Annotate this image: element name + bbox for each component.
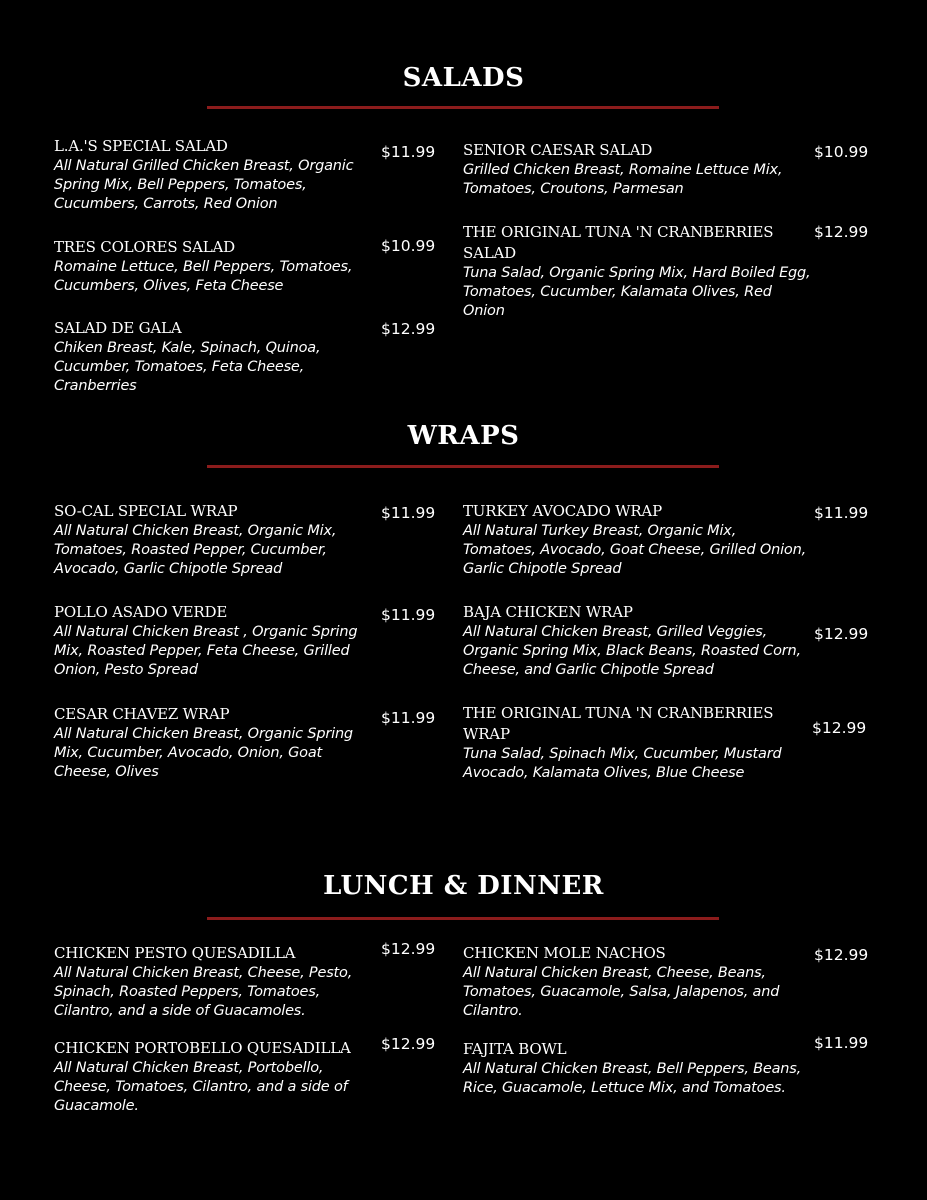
item-name: SO-CAL SPECIAL WRAP: [54, 502, 238, 520]
item-price: $12.99: [814, 946, 869, 964]
item-price: $11.99: [814, 1034, 869, 1052]
menu-item: [463, 140, 813, 199]
item-price: $12.99: [814, 625, 869, 643]
item-desc: All Natural Chicken Breast, Organic Mix, Tomatoes, Roasted Pepper, Cucumber, Avocado, Garlic Chipotle Spread: [54, 523, 337, 577]
lunch-dinner-divider: [207, 917, 719, 920]
item-price: $12.99: [812, 719, 867, 737]
item-name: THE ORIGINAL TUNA 'N CRANBERRIES WRAP: [463, 704, 774, 743]
item-price: $11.99: [381, 709, 436, 727]
item-name: POLLO ASADO VERDE: [54, 603, 228, 621]
menu-item: [54, 704, 374, 782]
item-desc: All Natural Chicken Breast, Grilled Veggies, Organic Spring Mix, Black Beans, Roasted Corn, Cheese, and Garlic Chipotle Spread: [463, 624, 801, 678]
item-desc: All Natural Chicken Breast, Cheese, Pesto, Spinach, Roasted Peppers, Tomatoes, Cilantro, and a side of Guacamoles.: [54, 965, 353, 1019]
item-price: $11.99: [381, 143, 436, 161]
item-name: CHICKEN PESTO QUESADILLA: [54, 944, 296, 962]
item-desc: Chiken Breast, Kale, Spinach, Quinoa, Cucumber, Tomatoes, Feta Cheese, Cranberries: [54, 340, 321, 394]
item-desc: All Natural Chicken Breast , Organic Spring Mix, Roasted Pepper, Feta Cheese, Grilled Onion, Pesto Spread: [54, 624, 358, 678]
item-desc: Tuna Salad, Spinach Mix, Cucumber, Mustard Avocado, Kalamata Olives, Blue Cheese: [463, 746, 782, 781]
item-name: SALAD DE GALA: [54, 319, 182, 337]
item-name: BAJA CHICKEN WRAP: [463, 603, 633, 621]
lunch-dinner-title: LUNCH & DINNER: [323, 871, 604, 901]
menu-item: [54, 943, 374, 1021]
item-name: L.A.'S SPECIAL SALAD: [54, 137, 228, 155]
menu-item: [463, 943, 813, 1021]
item-desc: Tuna Salad, Organic Spring Mix, Hard Boiled Egg, Tomatoes, Cucumber, Kalamata Olives, Red Onion: [463, 265, 811, 319]
menu-item: [54, 318, 374, 396]
item-name: CHICKEN MOLE NACHOS: [463, 944, 666, 962]
item-price: $11.99: [381, 504, 436, 522]
item-name: THE ORIGINAL TUNA 'N CRANBERRIES SALAD: [463, 223, 774, 262]
wraps-title: WRAPS: [407, 421, 520, 451]
item-name: TURKEY AVOCADO WRAP: [463, 502, 662, 520]
menu-item: [463, 1039, 813, 1098]
item-price: $12.99: [381, 940, 436, 958]
item-desc: All Natural Chicken Breast, Bell Peppers, Beans, Rice, Guacamole, Lettuce Mix, and Tomatoes.: [463, 1061, 802, 1096]
menu-item: [54, 136, 374, 214]
menu-item: [463, 501, 813, 579]
item-name: TRES COLORES SALAD: [54, 238, 235, 256]
wraps-divider: [207, 465, 719, 468]
menu-item: [463, 703, 813, 783]
item-desc: All Natural Chicken Breast, Portobello, Cheese, Tomatoes, Cilantro, and a side of Guacamole.: [54, 1060, 348, 1114]
menu-item: [463, 602, 813, 680]
item-price: $12.99: [381, 320, 436, 338]
item-desc: All Natural Turkey Breast, Organic Mix, Tomatoes, Avocado, Goat Cheese, Grilled Onion, Garlic Chipotle Spread: [463, 523, 806, 577]
salads-divider: [207, 106, 719, 109]
menu-item: [54, 237, 374, 296]
item-name: CHICKEN PORTOBELLO QUESADILLA: [54, 1039, 351, 1057]
item-name: CESAR CHAVEZ WRAP: [54, 705, 230, 723]
item-name: FAJITA BOWL: [463, 1040, 567, 1058]
menu-item: [463, 222, 813, 321]
item-price: $11.99: [814, 504, 869, 522]
item-price: $10.99: [814, 143, 869, 161]
menu-item: [54, 501, 374, 579]
item-desc: Grilled Chicken Breast, Romaine Lettuce Mix, Tomatoes, Croutons, Parmesan: [463, 162, 783, 197]
item-price: $11.99: [381, 606, 436, 624]
menu-item: [54, 1038, 374, 1116]
item-price: $12.99: [381, 1035, 436, 1053]
salads-title: SALADS: [402, 63, 525, 93]
item-desc: Romaine Lettuce, Bell Peppers, Tomatoes, Cucumbers, Olives, Feta Cheese: [54, 259, 353, 294]
item-desc: All Natural Grilled Chicken Breast, Organic Spring Mix, Bell Peppers, Tomatoes, Cucumbers, Carrots, Red Onion: [54, 158, 354, 212]
item-desc: All Natural Chicken Breast, Organic Spring Mix, Cucumber, Avocado, Onion, Goat Cheese, Olives: [54, 726, 353, 780]
item-name: SENIOR CAESAR SALAD: [463, 141, 653, 159]
item-price: $12.99: [814, 223, 869, 241]
menu-item: [54, 602, 374, 680]
item-price: $10.99: [381, 237, 436, 255]
item-desc: All Natural Chicken Breast, Cheese, Beans, Tomatoes, Guacamole, Salsa, Jalapenos, and Cilantro.: [463, 965, 780, 1019]
